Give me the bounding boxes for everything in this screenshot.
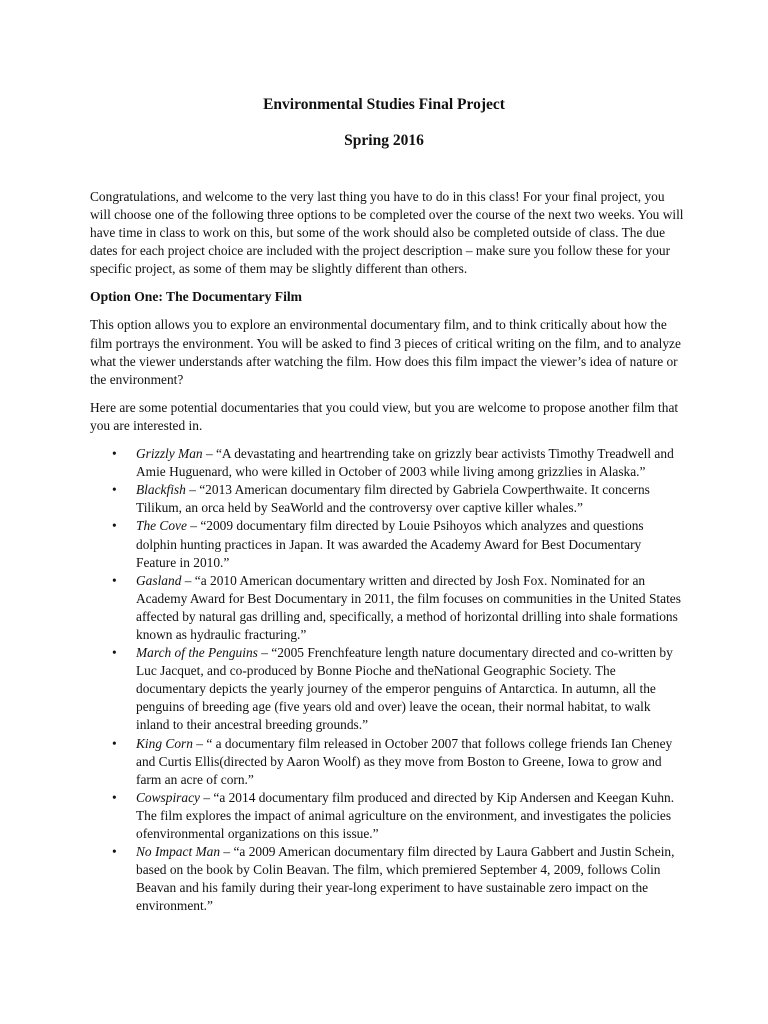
film-description: – “a 2010 American documentary written and directed by Josh Fox. Nominated for an Academy Award for Best Documentary in 2011, the film focuses on communities in the United States affected by natural gas drilling and, specifically, a method of horizontal drilling into shale formations known as hydraulic fracturing.”: [136, 572, 681, 642]
film-list-intro: Here are some potential documentaries that you could view, but you are welcome to propose another film that you are interested in.: [90, 399, 679, 433]
film-description: – “a 2014 documentary film produced and directed by Kip Andersen and Keegan Kuhn. The film explores the impact of animal agriculture on the environment, and investigates the policies ofenvironmental organizations on this issue.”: [136, 789, 675, 841]
intro-paragraph: Congratulations, and welcome to the very last thing you have to do in this class! For your final project, you will choose one of the following three options to be completed over the course of the next two weeks. You will have time in class to work on this, but some of the work should also be completed outside of class. The due dates for each project choice are included with the project description – make sure you follow these for your specific project, as some of them may be slightly different than others.: [90, 189, 684, 277]
document-body: [90, 188, 684, 915]
film-description: – “A devastating and heartrending take on grizzly bear activists Timothy Treadwell and Amie Huguenard, who were killed in October of 2003 while living among grizzlies in Alaska.”: [136, 446, 674, 480]
list-item: [112, 481, 684, 517]
bullet-icon: •: [112, 735, 117, 751]
film-title: Grizzly Man: [136, 446, 203, 462]
film-title: Blackfish: [136, 482, 186, 498]
bullet-icon: •: [112, 645, 117, 661]
list-item: [112, 735, 684, 789]
film-list: [90, 445, 684, 915]
document-title: Environmental Studies Final Project: [263, 96, 505, 113]
film-description: – “a 2009 American documentary film directed by Laura Gabbert and Justin Schein, based on the book by Colin Beavan. The film, which premiered September 4, 2009, follows Colin Beavan and his family during their year-long experiment to have sustainable zero impact on the environment.”: [136, 844, 675, 914]
film-description: – “2013 American documentary film directed by Gabriela Cowperthwaite. It concerns Tilikum, an orca held by SeaWorld and the controversy over captive killer whales.”: [136, 482, 650, 516]
list-item: [112, 843, 684, 915]
list-item: [112, 572, 684, 644]
option-one-heading: Option One: The Documentary Film: [90, 289, 302, 305]
film-title: King Corn: [136, 735, 193, 751]
film-description: – “2009 documentary film directed by Louie Psihoyos which analyzes and questions dolphin hunting practices in Japan. It was awarded the Academy Award for Best Documentary Feature in 2010.”: [136, 518, 644, 570]
bullet-icon: •: [112, 518, 117, 534]
film-title: March of the Penguins: [136, 645, 258, 661]
list-item: [112, 789, 684, 843]
list-item: [112, 644, 684, 734]
film-description: – “2005 Frenchfeature length nature documentary directed and co-written by Luc Jacquet, and co-produced by Bonne Pioche and theNational Geographic Society. The documentary depicts the yearly journey of the emperor penguins of Antarctica. In autumn, all the penguins of breeding age (five years old and over) leave the ocean, their normal habitat, to walk inland to their ancestral breeding grounds.”: [136, 645, 673, 733]
bullet-icon: •: [112, 482, 117, 498]
option-one-description: This option allows you to explore an environmental documentary film, and to think critically about how the film portrays the environment. You will be asked to find 3 pieces of critical writing on the film, and to analyze what the viewer understands after watching the film. How does this film impact the viewer’s idea of nature or the environment?: [90, 317, 681, 387]
film-title: No Impact Man: [136, 844, 221, 860]
film-title: Gasland: [136, 572, 182, 588]
film-title: Cowspiracy: [136, 789, 200, 805]
document-term: Spring 2016: [344, 132, 424, 149]
film-title: The Cove: [136, 518, 187, 534]
bullet-icon: •: [112, 789, 117, 805]
bullet-icon: •: [112, 844, 117, 860]
list-item: [112, 445, 684, 481]
bullet-icon: •: [112, 446, 117, 462]
list-item: [112, 517, 684, 571]
bullet-icon: •: [112, 572, 117, 588]
film-description: – “ a documentary film released in October 2007 that follows college friends Ian Cheney and Curtis Ellis(directed by Aaron Woolf) as they move from Boston to Greene, Iowa to grow and farm an acre of corn.”: [136, 735, 673, 787]
